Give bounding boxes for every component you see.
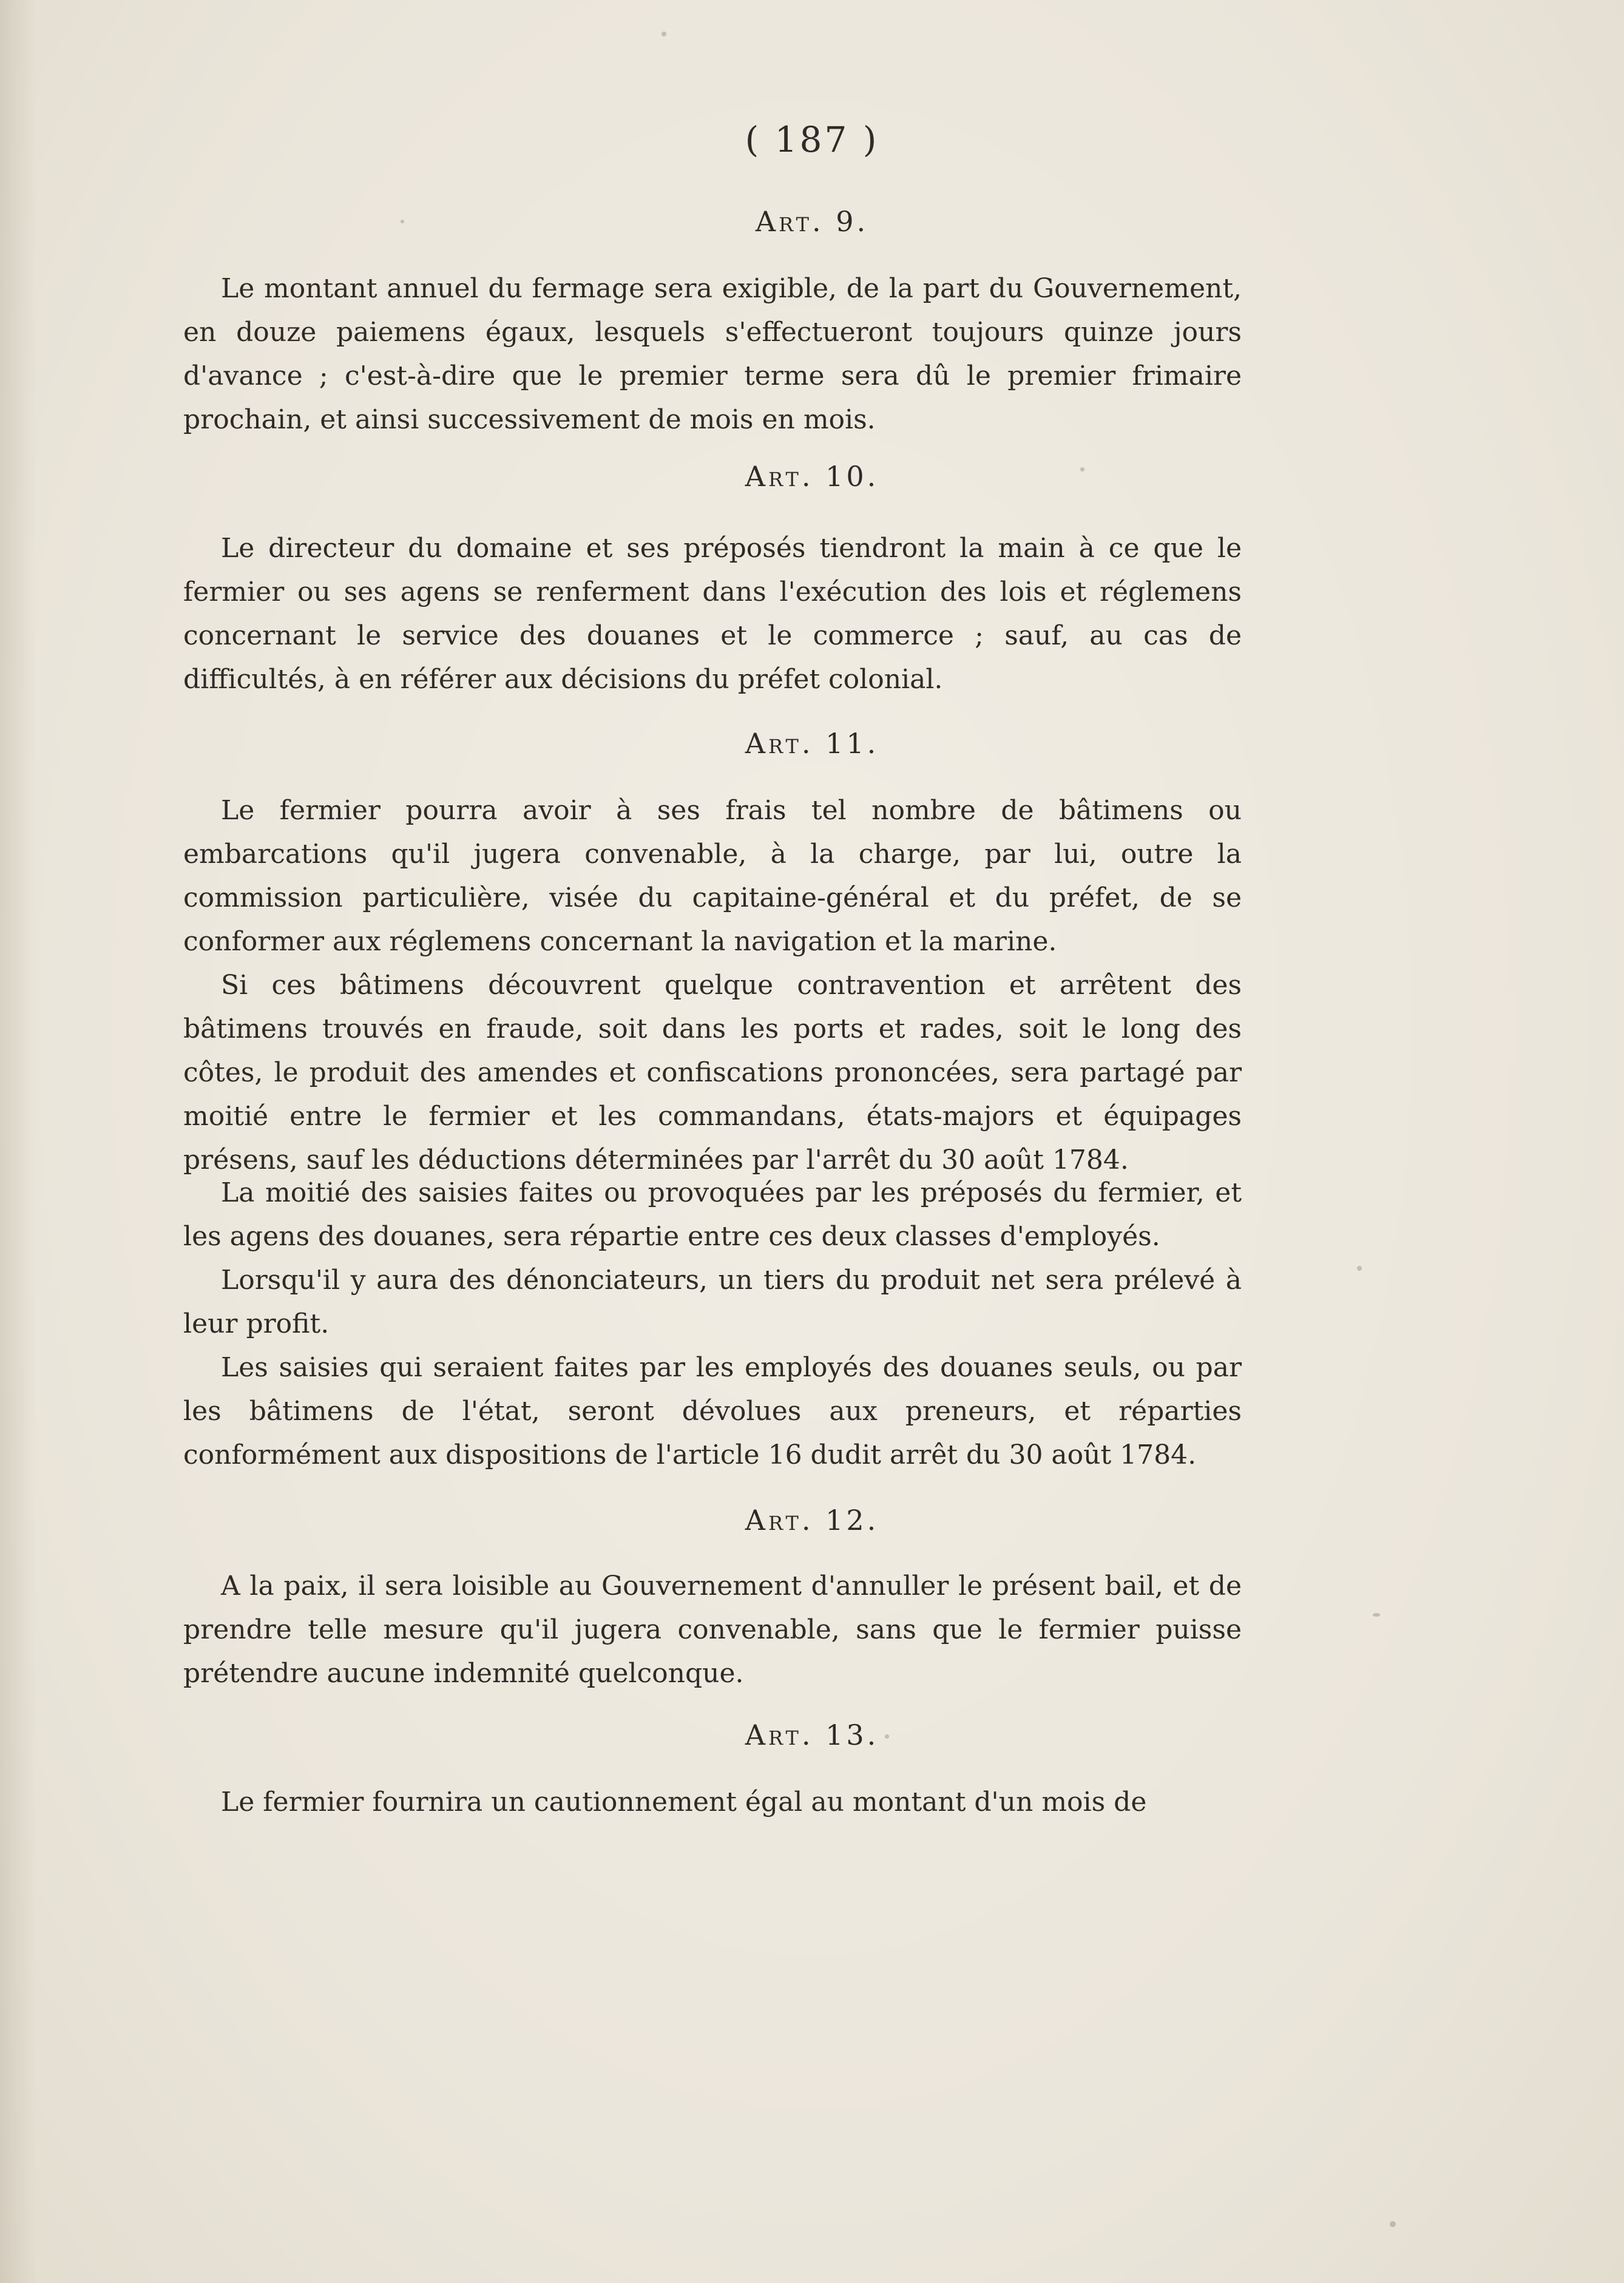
paper-speck xyxy=(1080,467,1084,472)
article-9-paragraph: Le montant annuel du fermage sera exigible, de la part du Gouvernement, en douze paiemens égaux, lesquels s'effectueront toujours quinze jours d'avance ; c'est-à-dire que le premier terme sera dû le premier frimaire prochain, et ainsi successivement de mois en mois. xyxy=(183,273,1242,435)
article-11-heading: Art. 11. xyxy=(745,727,879,760)
article-11-paragraph-4: Lorsqu'il y aura des dénonciateurs, un tiers du produit net sera prélevé à leur profit. xyxy=(183,1265,1242,1339)
article-11-paragraph-5: Les saisies qui seraient faites par les employés des douanes seuls, ou par les bâtimens de l'état, seront dévolues aux preneurs, et réparties conformément aux dispositions de l'article 16 dudit arrêt du 30 août 1784. xyxy=(183,1352,1242,1470)
article-13-heading: Art. 13. xyxy=(745,1719,879,1751)
article-11-paragraph-1: Le fermier pourra avoir à ses frais tel nombre de bâtimens ou embarcations qu'il jugera convenable, à la charge, par lui, outre la commission particulière, visée du capitaine-général et du préfet, de se conformer aux réglemens concernant la navigation et la marine. xyxy=(183,795,1242,957)
paper-speck xyxy=(1373,1613,1380,1617)
paper-speck xyxy=(661,32,666,36)
article-11-paragraph-2: Si ces bâtimens découvrent quelque contravention et arrêtent des bâtimens trouvés en fraude, soit dans les ports et rades, soit le long des côtes, le produit des amendes et confiscations prononcées, sera partagé par moitié entre le fermier et les commandans, états-majors et équipages présens, sauf les déductions déterminées par l'arrêt du 30 août 1784. xyxy=(183,970,1242,1175)
paper-speck xyxy=(885,1734,889,1739)
article-12-heading: Art. 12. xyxy=(745,1504,879,1537)
article-9-heading: Art. 9. xyxy=(755,205,869,238)
article-10-heading: Art. 10. xyxy=(745,460,879,493)
page-number: ( 187 ) xyxy=(745,119,879,160)
article-13-paragraph: Le fermier fournira un cautionnement égal au montant d'un mois de xyxy=(221,1787,1147,1818)
article-10-paragraph: Le directeur du domaine et ses préposés tiendront la main à ce que le fermier ou ses agens se renferment dans l'exécution des lois et réglemens concernant le service des douanes et le commerce ; sauf, au cas de difficultés, à en référer aux décisions du préfet colonial. xyxy=(183,533,1242,695)
page-edge-shadow xyxy=(0,0,36,2283)
paper-speck xyxy=(1357,1266,1362,1271)
paper-speck xyxy=(401,220,404,223)
paper-speck xyxy=(1390,2221,1396,2227)
article-11-paragraph-3: La moitié des saisies faites ou provoquées par les préposés du fermier, et les agens des douanes, sera répartie entre ces deux classes d'employés. xyxy=(183,1177,1242,1252)
article-12-paragraph: A la paix, il sera loisible au Gouvernement d'annuller le présent bail, et de prendre telle mesure qu'il jugera convenable, sans que le fermier puisse prétendre aucune indemnité quelconque. xyxy=(183,1571,1242,1689)
